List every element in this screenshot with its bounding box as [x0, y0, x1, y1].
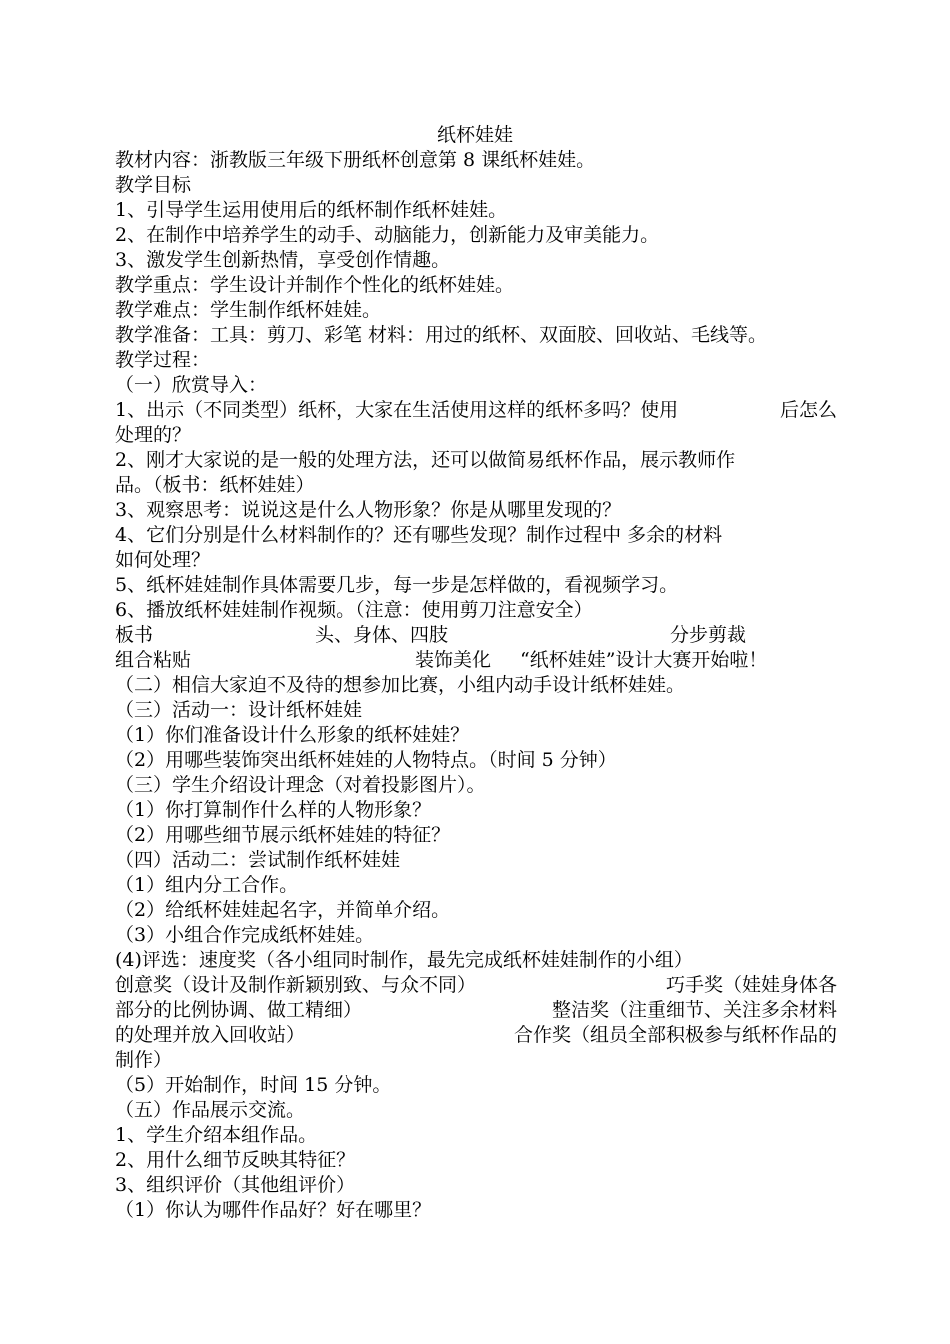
teamwork-award: 合作奖（组员全部积极参与纸杯作品的 — [513, 1024, 837, 1046]
tidiness-award-continued: 的处理并放入回收站） — [115, 1024, 306, 1046]
tidiness-award: 整洁奖（注重细节、关注多余材料 — [551, 999, 837, 1021]
board-item-cutting: 分步剪裁 — [670, 624, 747, 646]
step-1-text-end: 后怎么 — [779, 399, 837, 421]
activity-1-heading: （三）活动一：设计纸杯娃娃 — [115, 699, 363, 721]
showcase-item-1: 1、学生介绍本组作品。 — [115, 1124, 318, 1146]
teamwork-award-continued: 制作） — [115, 1049, 173, 1071]
board-label: 板书 — [115, 624, 154, 646]
material-line: 教材内容：浙教版三年级下册纸杯创意第 8 课纸杯娃娃。 — [115, 149, 596, 171]
activity-2-item-1: （1）组内分工合作。 — [115, 874, 299, 896]
evaluation-question-1: （1）你认为哪件作品好？好在哪里？ — [115, 1199, 432, 1221]
difficulty-line: 教学难点：学生制作纸杯娃娃。 — [115, 299, 382, 321]
step-4-line: 4、它们分别是什么材料制作的？还有哪些发现？制作过程中 多余的材料 — [115, 524, 723, 546]
objective-3: 3、激发学生创新热情，享受创作情趣。 — [115, 249, 451, 271]
awards-line-3 — [115, 999, 837, 1021]
showcase-item-3: 3、组织评价（其他组评价） — [115, 1174, 356, 1196]
section-1-heading: （一）欣赏导入： — [115, 374, 268, 396]
showcase-item-2: 2、用什么细节反映其特征？ — [115, 1149, 356, 1171]
step-5-line: 5、纸杯娃娃制作具体需要几步，每一步是怎样做的，看视频学习。 — [115, 574, 679, 596]
activity-2-item-3: （3）小组合作完成纸杯娃娃。 — [115, 924, 375, 946]
activity-1-question-2: （2）用哪些装饰突出纸杯娃娃的人物特点。（时间 5 分钟） — [115, 749, 617, 771]
step-2-line: 2、刚才大家说的是一般的处理方法，还可以做简易纸杯作品，展示教师作 — [115, 449, 736, 471]
objective-2: 2、在制作中培养学生的动手、动脑能力，创新能力及审美能力。 — [115, 224, 660, 246]
board-item-pasting: 组合粘贴 — [115, 649, 192, 671]
process-heading: 教学过程： — [115, 349, 211, 371]
key-point-line: 教学重点：学生设计并制作个性化的纸杯娃娃。 — [115, 274, 515, 296]
document-title: 纸杯娃娃 — [436, 124, 513, 146]
step-3-line: 3、观察思考：说说这是什么人物形象？你是从哪里发现的？ — [115, 499, 622, 521]
step-1-continued: 处理的？ — [115, 424, 192, 446]
section-2-line: （二）相信大家迫不及待的想参加比赛，小组内动手设计纸杯娃娃。 — [115, 674, 686, 696]
activity-1-question-1: （1）你们准备设计什么形象的纸杯娃娃？ — [115, 724, 470, 746]
activity-2-item-2: （2）给纸杯娃娃起名字，并简单介绍。 — [115, 899, 451, 921]
step-2-continued: 品。（板书：纸杯娃娃） — [115, 474, 315, 496]
design-intro-heading: （三）学生介绍设计理念（对着投影图片）。 — [115, 774, 486, 796]
step-6-line: 6、播放纸杯娃娃制作视频。（注意：使用剪刀注意安全） — [115, 599, 593, 621]
activity-2-item-5: （5）开始制作，时间 15 分钟。 — [115, 1074, 392, 1096]
design-question-2: （2）用哪些细节展示纸杯娃娃的特征？ — [115, 824, 451, 846]
design-question-1: （1）你打算制作什么样的人物形象？ — [115, 799, 432, 821]
objective-1: 1、引导学生运用使用后的纸杯制作纸杯娃娃。 — [115, 199, 508, 221]
objectives-heading: 教学目标 — [115, 174, 192, 196]
skill-award: 巧手奖（娃娃身体各 — [665, 974, 837, 996]
awards-line: (4)评选：速度奖（各小组同时制作，最先完成纸杯娃娃制作的小组） — [115, 949, 693, 971]
board-item-body-parts: 头、身体、四肢 — [315, 624, 449, 646]
step-1-text: 1、出示（不同类型）纸杯，大家在生活使用这样的纸杯多吗？使用 — [115, 399, 679, 421]
contest-start-line: “纸杯娃娃”设计大赛开始啦！ — [520, 649, 768, 671]
board-item-decorating: 装饰美化 — [415, 649, 492, 671]
preparation-line: 教学准备：工具：剪刀、彩笔 材料：用过的纸杯、双面胶、回收站、毛线等。 — [115, 324, 768, 346]
awards-line-2 — [115, 974, 837, 996]
step-4-continued: 如何处理？ — [115, 549, 211, 571]
awards-line-4 — [115, 1024, 837, 1046]
section-5-heading: （五）作品展示交流。 — [115, 1099, 306, 1121]
activity-2-heading: （四）活动二：尝试制作纸杯娃娃 — [115, 849, 401, 871]
skill-award-continued: 部分的比例协调、做工精细） — [115, 999, 363, 1021]
creativity-award: 创意奖（设计及制作新颖别致、与众不同） — [115, 974, 477, 996]
step-1-line — [115, 399, 837, 421]
